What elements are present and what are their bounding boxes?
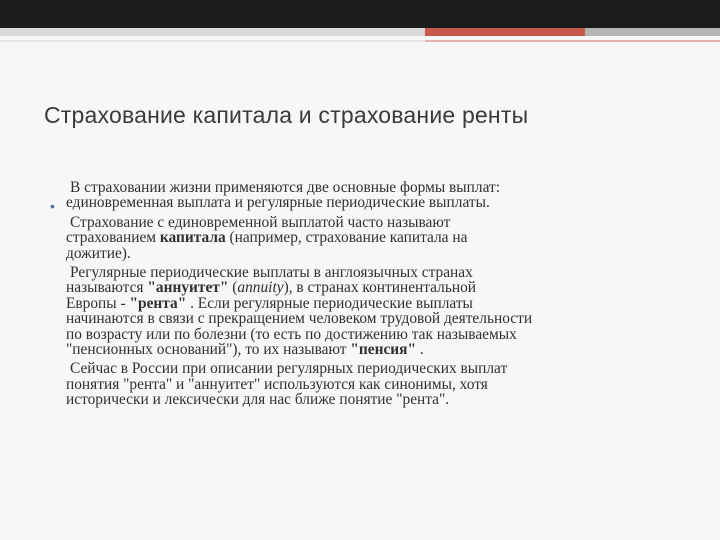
paragraph-annuity bbox=[66, 265, 696, 357]
term-annuity: "аннуитет" bbox=[147, 279, 229, 297]
divider-line-red bbox=[425, 40, 720, 42]
text-span: (например, страхование капитала на bbox=[225, 229, 468, 247]
text-line: начинаются в связи с прекращением человеком трудовой деятельности bbox=[66, 310, 533, 328]
text-line: единовременная выплата и регулярные периодические выплаты. bbox=[66, 194, 490, 212]
text-span: . bbox=[416, 341, 424, 359]
term-capital: капитала bbox=[159, 229, 226, 247]
slide-body bbox=[66, 180, 696, 412]
text-line: по возрасту или по болезни (то есть по достижению так называемых bbox=[66, 325, 517, 343]
term-annuity-en: annuity bbox=[237, 279, 284, 297]
text-span: "пенсионных оснований"), то их называют bbox=[66, 341, 351, 359]
top-bar bbox=[0, 0, 720, 28]
term-pension: "пенсия" bbox=[350, 341, 417, 359]
paragraph-russia bbox=[66, 361, 696, 407]
text-span: ), в странах континентальной bbox=[283, 279, 477, 297]
text-line: понятия "рента" и "аннуитет" используются как синонимы, хотя bbox=[66, 375, 488, 393]
text-line: Сейчас в России при описании регулярных периодических выплат bbox=[70, 360, 508, 378]
slide-title: Страхование капитала и страхование ренты bbox=[44, 102, 529, 128]
top-accent-grey bbox=[585, 28, 720, 36]
top-accent-red bbox=[425, 28, 585, 36]
paragraph-capital bbox=[66, 215, 696, 261]
text-line: В страховании жизни применяются две основные формы выплат: bbox=[70, 179, 500, 196]
text-line bbox=[66, 342, 696, 357]
text-line: Страхование с единовременной выплатой часто называют bbox=[70, 213, 451, 231]
text-line bbox=[66, 296, 696, 311]
text-span: страхованием bbox=[66, 229, 160, 247]
bullet-icon: • bbox=[50, 198, 55, 214]
text-span: называются bbox=[66, 279, 148, 297]
paragraph-forms bbox=[66, 180, 696, 211]
term-renta: "рента" bbox=[129, 294, 187, 312]
text-line bbox=[66, 230, 696, 245]
text-line: Регулярные периодические выплаты в англоязычных странах bbox=[70, 264, 473, 282]
text-line: дожитие). bbox=[66, 244, 131, 262]
text-span: Европы - bbox=[66, 294, 130, 312]
text-line: исторически и лексически для нас ближе понятие "рента". bbox=[66, 391, 450, 409]
text-span: . Если регулярные периодические выплаты bbox=[186, 294, 473, 312]
text-span: ( bbox=[228, 279, 238, 297]
text-line bbox=[66, 280, 696, 295]
